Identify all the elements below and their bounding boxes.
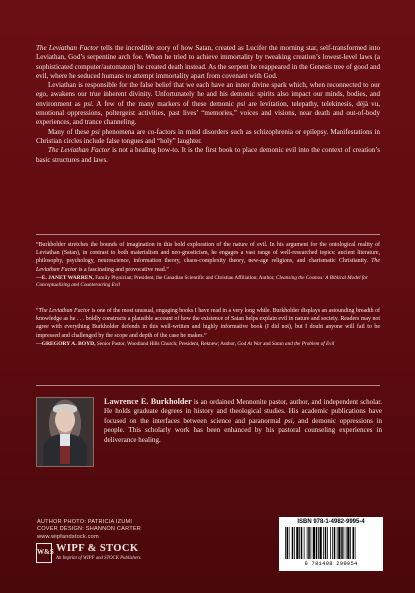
author-photo <box>36 397 94 467</box>
barcode-bar <box>332 527 333 559</box>
book-title: The Leviathan Factor <box>48 146 111 155</box>
barcode-bar <box>318 527 319 559</box>
endorser-name: —E. JANET WARREN, <box>36 274 94 281</box>
barcode-bar <box>330 527 331 559</box>
barcode-bar <box>334 527 336 559</box>
endorser-role: Senior Pastor, Woodland Hills Church; President, Reknew; Author, <box>95 340 238 347</box>
barcode-bar <box>301 527 303 559</box>
barcode-bar <box>350 527 351 559</box>
book-description <box>36 44 380 165</box>
barcode-bar <box>341 527 343 559</box>
divider <box>36 234 380 235</box>
barcode-bar <box>344 527 345 559</box>
barcode-bar <box>325 527 327 559</box>
divider <box>36 385 380 386</box>
barcode-bar <box>337 527 338 559</box>
barcode-bar <box>287 527 289 559</box>
endorsement-boyd <box>36 307 380 348</box>
barcode-digits: 9 781498 299954 <box>304 561 358 567</box>
psi-term: psi <box>284 416 293 425</box>
barcode-bar <box>289 527 290 559</box>
description-paragraph <box>36 44 380 81</box>
barcode-bar <box>338 527 340 559</box>
description-paragraph <box>36 128 380 147</box>
isbn-label: ISBN 978-1-4982-9995-4 <box>297 519 365 525</box>
barcode-icon <box>283 527 379 561</box>
barcode-bar <box>296 527 298 559</box>
barcode-bar <box>320 527 322 559</box>
psi-term: psi <box>237 99 246 108</box>
barcode <box>279 517 383 571</box>
barcode-bar <box>313 527 315 559</box>
bio-text: is an ordained Mennonite pastor, author, and independent scholar. He holds graduate degrees in history and theological studies. His academic publications have focused on the interfaces between science and paranormal <box>104 398 382 425</box>
paragraph-text: Leviathan is responsible for the false belief that we each have an inner divine spark which, when reconnected to our ego, awakens our true inherent divinity. Unfortunately he and his demonic spirits also impact our minds, bodies, and environment as <box>36 81 380 108</box>
endorser-name: —GREGORY A. BOYD, <box>36 340 96 347</box>
psi-term: psi <box>91 127 100 136</box>
book-title: The Leviathan Factor <box>38 308 91 314</box>
psi-term: psi <box>83 99 92 108</box>
barcode-bar <box>294 527 295 559</box>
publisher-website: www.wipfandstock.com <box>37 533 99 540</box>
quote-text: is one of the most unusual, engaging books I have read in a very long while. Burkholder displays an astounding breadth of knowledge as he . . . boldly constructs a plausible account of how the existence of Satan helps explain evil in nature and society. Readers may not agree with everything Burkholder defends in this well-written and highly informative book (I did not), but I doubt anyone will fail to be impressed and challenged by the scope and depth of the case he makes.” <box>36 308 381 339</box>
barcode-bar <box>311 527 312 559</box>
barcode-bar <box>304 527 305 559</box>
quote-text: “ <box>36 308 39 314</box>
publisher-logo <box>36 543 186 565</box>
cover-credits <box>37 519 141 541</box>
barcode-bar <box>299 527 300 559</box>
quote-text: is a fascinating and provocative read.” <box>77 266 169 273</box>
endorsement-quote <box>36 241 380 274</box>
barcode-bar <box>327 527 328 559</box>
author-bio <box>104 397 382 445</box>
barcode-bar <box>316 527 318 559</box>
publisher-name: WIPF & STOCK <box>56 543 139 554</box>
barcode-bar <box>355 527 356 559</box>
description-paragraph <box>36 81 380 127</box>
paragraph-text: phenomena are co-factors in mind disorders such as schizophrenia or epilepsy. Manifestations in Christian circles include false tongues and “holy” laughter. <box>36 127 381 145</box>
barcode-bar <box>307 527 308 559</box>
description-paragraph <box>36 146 380 165</box>
endorsement-attribution <box>36 275 380 289</box>
bio-text: , and demonic oppressions in people. This scholarly work has been enhanced by his pastoral counseling experiences in deliverance healing. <box>104 416 382 444</box>
barcode-bar <box>346 527 347 559</box>
paragraph-text: tells the incredible story of how Satan, created as Lucifer the morning star, self-transformed into Leviathan, God’s serpentine arch foe. When he tried to achieve immortality by tweaking creation’s lowest-level laws (a sophisticated computer/automaton) he created death instead. As the serpent he reappeared in the Genesis tree of good and evil, where he seduced humans to attempt immortality apart from covenant with God. <box>36 44 380 80</box>
photo-shirt <box>60 434 70 464</box>
barcode-bar <box>292 527 294 559</box>
barcode-bar <box>323 527 324 559</box>
paragraph-text: . A few of the many markers of these demonic <box>91 99 237 108</box>
barcode-bar <box>308 527 310 559</box>
photo-face <box>55 408 75 432</box>
publisher-mark-icon: W&S <box>36 543 52 563</box>
publisher-imprint: An Imprint of WIPF and STOCK Publishers <box>56 556 141 561</box>
endorsement-attribution <box>36 341 380 348</box>
barcode-bar <box>347 527 349 559</box>
paragraph-text: is not a healing how-to. It is the first book to place demonic evil into the context of creation’s basic structures and laws. <box>36 146 380 164</box>
endorsement-quote <box>36 307 380 340</box>
endorser-role: Family Physician; President, the Canadian Scientific and Christian Affiliation; Author, <box>93 274 276 281</box>
author-name: Lawrence E. Burkholder <box>104 397 192 406</box>
book-title: The Leviathan Factor <box>36 258 380 273</box>
conjunction: and <box>261 340 272 347</box>
design-credit: COVER DESIGN: SHANNON CARTER <box>37 526 142 533</box>
endorsement-warren <box>36 241 380 289</box>
book-title: The Leviathan Factor <box>36 44 99 52</box>
paragraph-text: are levitation, telepathy, telekinesis, déjà vu, emotional oppressions, poltergeist activities, past lives’ “memories,” voices and visions, near death and out-of-body experiences, and trance channeling. <box>36 99 380 127</box>
endorser-book: Cleansing the Cosmos: A Biblical Model for Conceptualizing and Counteracting Evil <box>36 274 368 289</box>
barcode-bar <box>285 527 286 559</box>
endorser-book: God At War <box>237 340 262 347</box>
quote-text: “Burkholder stretches the bounds of imagination in this bold exploration of the nature of evil. In his argument for the ontological reality of Leviathan (Satan), in contrast to both materialism and neo-gnosticism, he engages a vast range of well-researched topics: ancient literature, philosophy, psychology, neuroscience, information theory, chaos-complexity theory, new-age religions, and charismatic Christianity. <box>36 242 380 265</box>
barcode-bar <box>353 527 355 559</box>
paragraph-text: Many of these <box>48 127 92 136</box>
barcode-bars <box>283 527 379 563</box>
photo-credit: AUTHOR PHOTO: PATRICIA IZUMI <box>37 519 133 525</box>
endorser-book: Satan and the Problem of Evil <box>271 340 335 347</box>
